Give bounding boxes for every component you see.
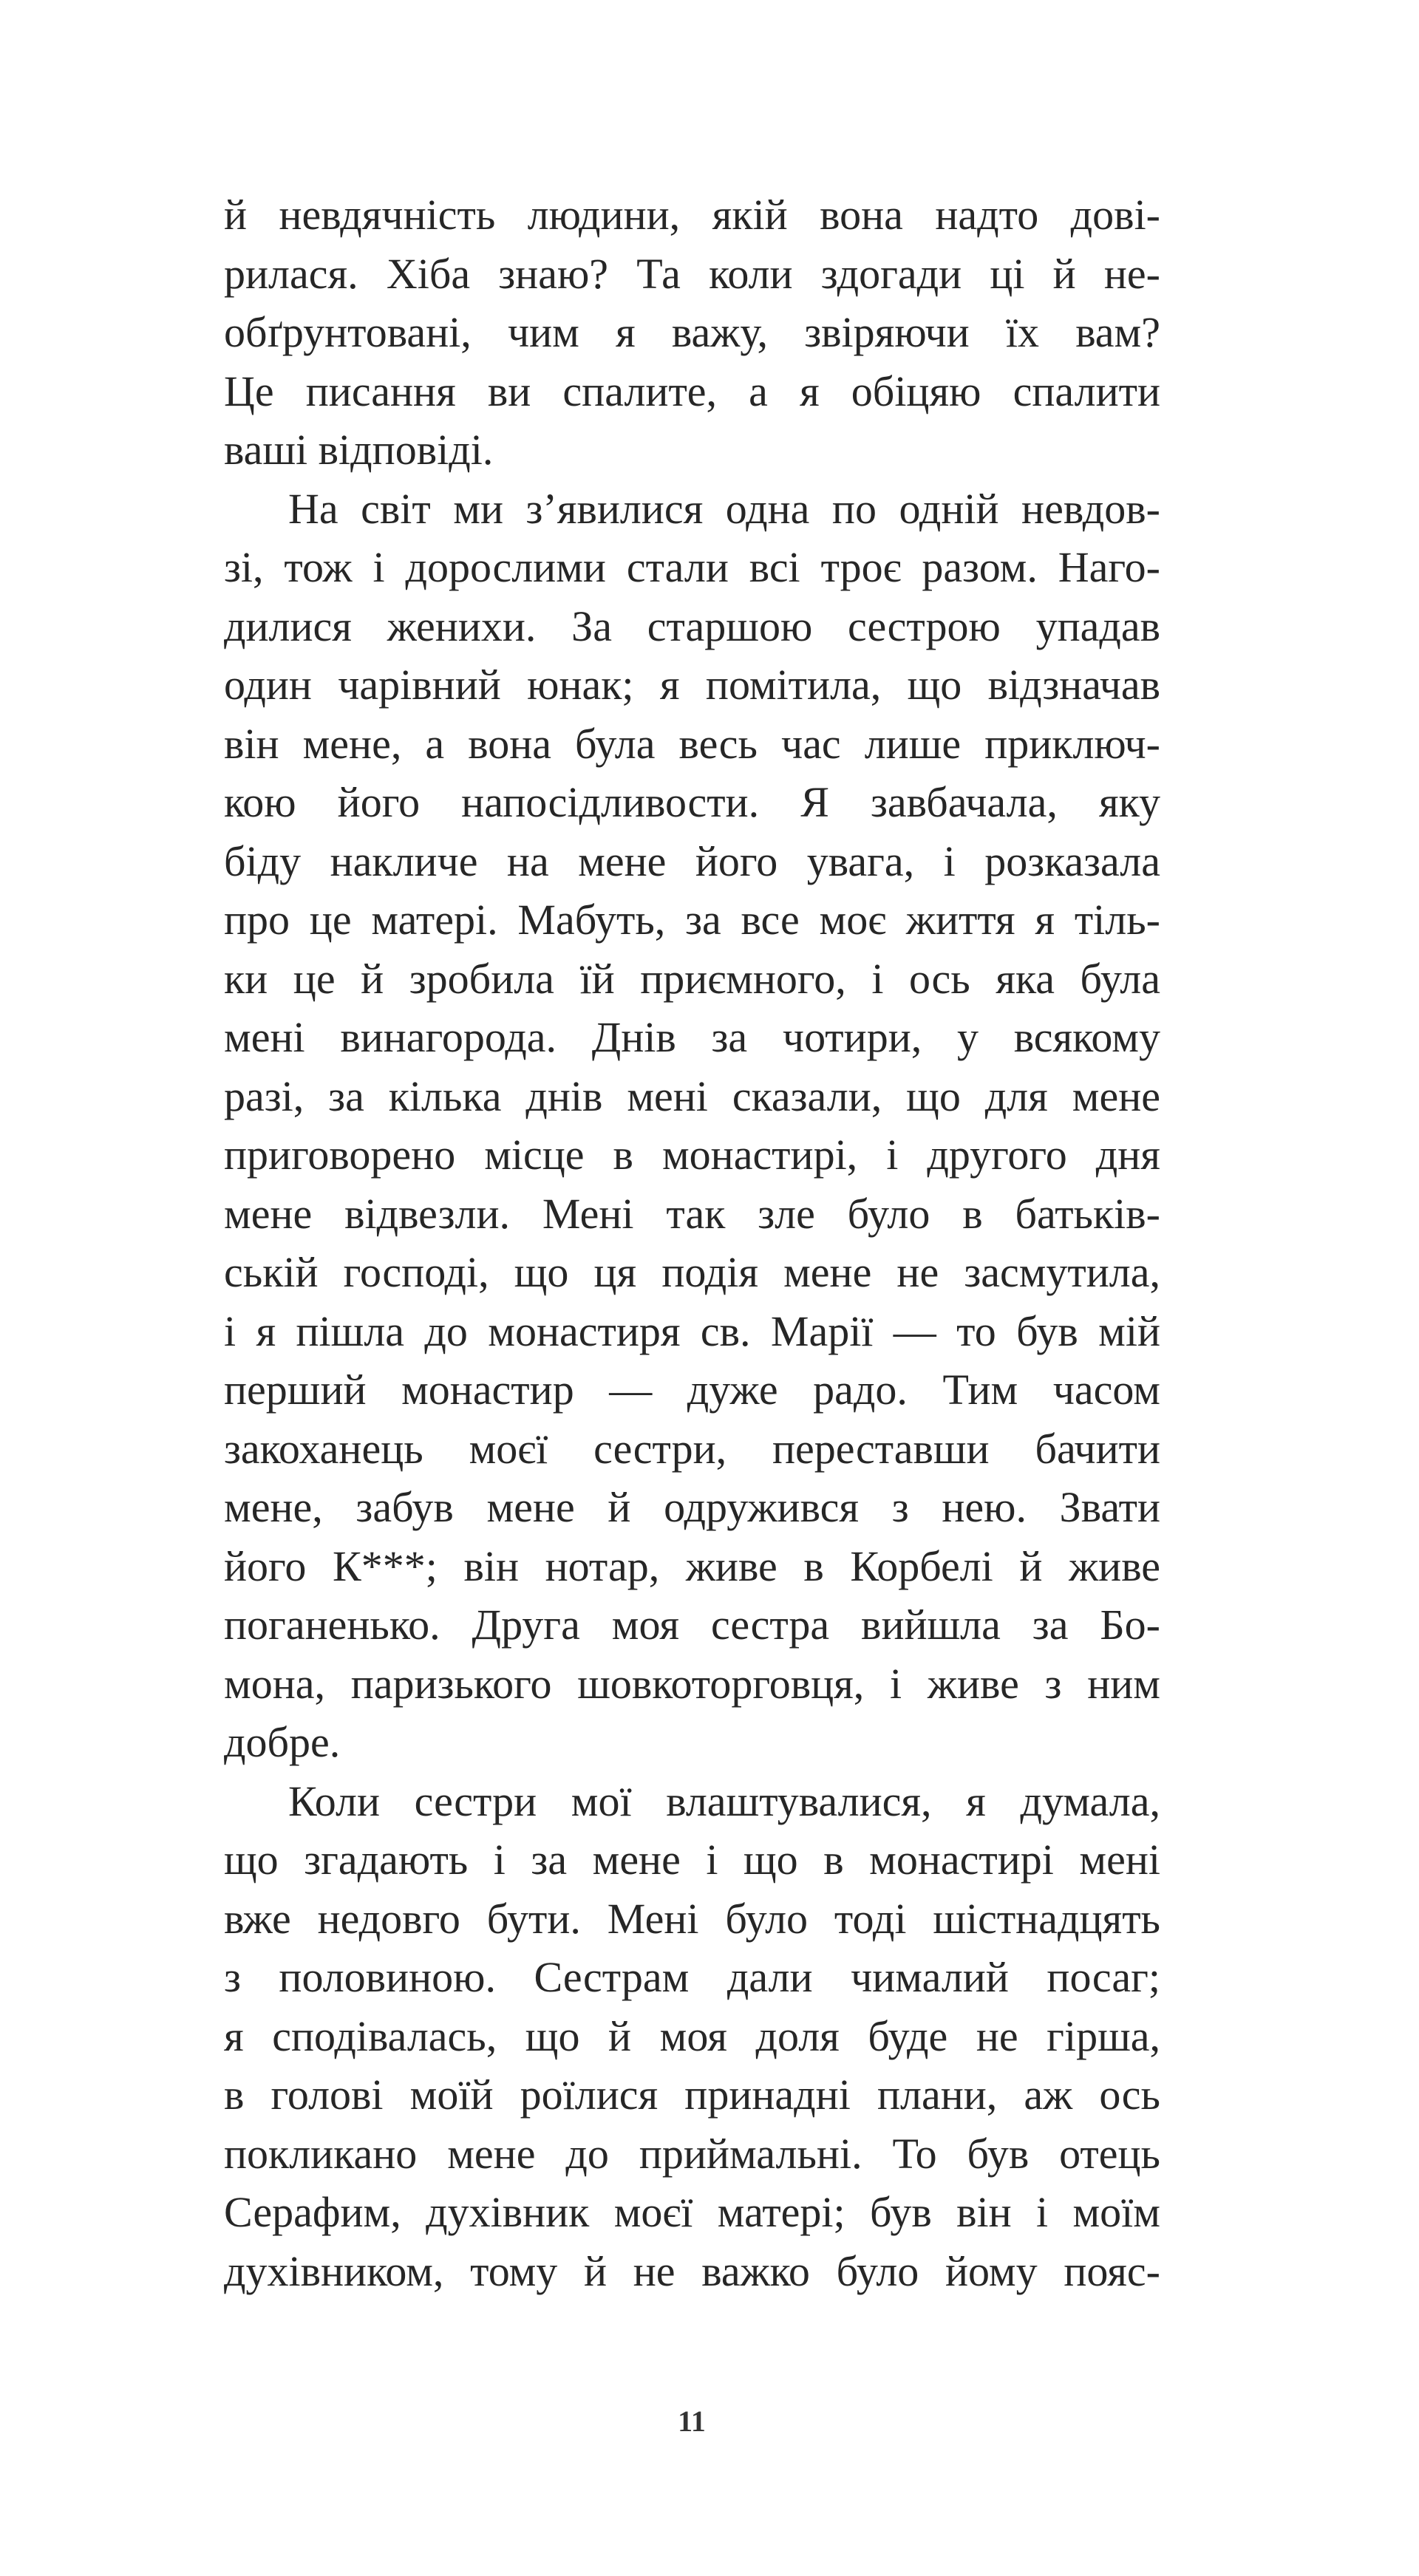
paragraph (224, 480, 1160, 1772)
text-line: з половиною. Сестрам дали чималий посаг; (224, 1953, 1160, 2001)
text-line: зі, тож і дорослими стали всі троє разом. Наго- (224, 543, 1160, 591)
text-line: покликано мене до приймальні. То був отець (224, 2129, 1160, 2178)
text-line: що згадають і за мене і що в монастирі мені (224, 1836, 1160, 1884)
paragraph (224, 1772, 1160, 2301)
text-line: його К***; він нотар, живе в Корбелі й живе (224, 1541, 1160, 1590)
text-line: мене відвезли. Мені так зле було в батьків- (224, 1189, 1160, 1238)
text-line: добре. (224, 1718, 341, 1766)
text-line: й невдячність людини, якій вона надто дові- (224, 191, 1160, 239)
text-line: разі, за кілька днів мені сказали, що для мене (224, 1071, 1160, 1120)
text-line: кою його напосідливости. Я завбачала, яку (224, 778, 1160, 826)
text-line: мона, паризького шовкоторговця, і живе з ним (224, 1659, 1160, 1708)
text-line: про це матері. Мабуть, за все моє життя я тіль- (224, 896, 1160, 944)
text-line: рилася. Хіба знаю? Та коли здогади ці й не- (224, 249, 1160, 298)
text-line: один чарівний юнак; я помітила, що відзначав (224, 661, 1160, 709)
text-line: обґрунтовані, чим я важу, звіряючи їх вам? (224, 308, 1160, 356)
text-line: закоханець моєї сестри, переставши бачити (224, 1424, 1160, 1473)
text-line: в голові моїй роїлися принадні плани, аж ось (224, 2071, 1160, 2119)
text-line: мені винагорода. Днів за чотири, у всякому (224, 1013, 1160, 1061)
text-line: духівником, тому й не важко було йому пояс- (224, 2246, 1160, 2295)
text-line: біду накличе на мене його увага, і розказала (224, 836, 1160, 885)
text-line: поганенько. Друга моя сестра вийшла за Бо- (224, 1601, 1160, 1649)
text-line: ваші відповіді. (224, 426, 494, 474)
text-line: дилися женихи. За старшою сестрою упадав (224, 602, 1160, 650)
text-line: Серафим, духівник моєї матері; був він і моїм (224, 2188, 1160, 2236)
text-line: Це писання ви спалите, а я обіцяю спалити (224, 367, 1160, 415)
body-text (224, 185, 1160, 2300)
text-line: я сподівалась, що й моя доля буде не гірша, (224, 2011, 1160, 2060)
text-line: мене, забув мене й одружився з нею. Звати (224, 1483, 1160, 1531)
text-line: ки це й зробила їй приємного, і ось яка була (224, 954, 1160, 1003)
paragraph (224, 185, 1160, 480)
text-line: і я пішла до монастиря св. Марії — то був мій (224, 1306, 1160, 1355)
text-line: він мене, а вона була весь час лише приключ- (224, 719, 1160, 768)
text-line: перший монастир — дуже радо. Тим часом (224, 1366, 1160, 1414)
page-number: 11 (678, 2405, 706, 2438)
text-line: приговорено місце в монастирі, і другого дня (224, 1131, 1160, 1179)
text-line: На світ ми з’явилися одна по одній невдов- (288, 484, 1160, 533)
text-line: вже недовго бути. Мені було тоді шістнадцять (224, 1894, 1160, 1943)
text-line: Коли сестри мої влаштувалися, я думала, (288, 1776, 1160, 1825)
text-line: ській господі, що ця подія мене не засмутила, (224, 1248, 1160, 1296)
